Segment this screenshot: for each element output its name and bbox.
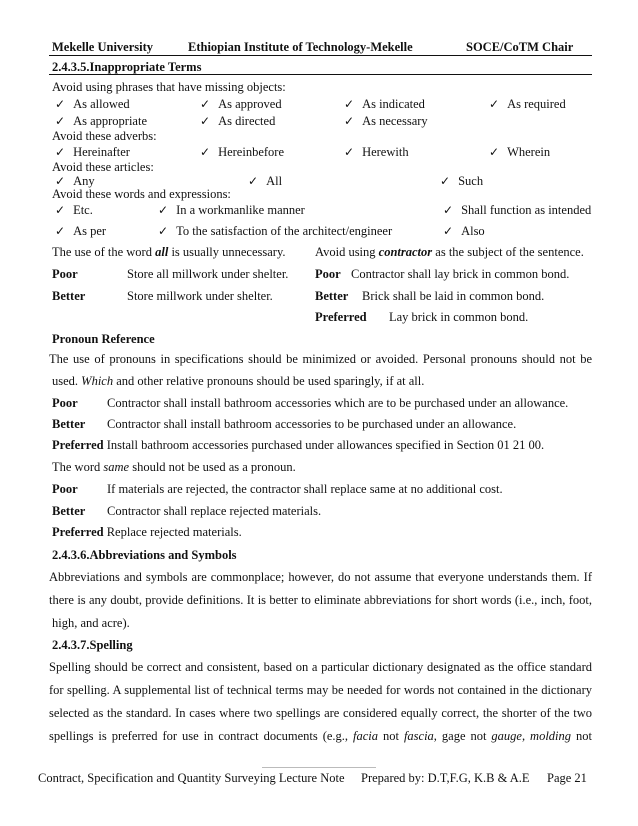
spelling-title: 2.4.3.7.Spelling <box>52 638 133 652</box>
abbreviations-line3: high, and acre). <box>52 616 130 630</box>
header-rule <box>49 55 592 56</box>
all-poor-label: Poor <box>52 267 78 281</box>
pronoun-para-line2: used. Which and other relative pronouns should be used sparingly, if at all. <box>52 374 425 388</box>
same-better-text: Contractor shall replace rejected materials. <box>107 504 322 518</box>
contractor-preferred-label: Preferred <box>315 310 367 324</box>
abbreviations-line2: there is any doubt, provide definitions. It is better to eliminate abbreviations for short words (i.e., inch, foot, <box>49 593 592 607</box>
spelling-line2: for spelling. A supplemental list of technical terms may be needed for words not contained in the dictionary <box>49 683 592 697</box>
term-as-indicated: ✓ As indicated <box>344 97 425 112</box>
all-word-note: The use of the word all is usually unnecessary. <box>52 245 286 259</box>
pronoun-better-label: Better <box>52 417 86 431</box>
footer-page-number: Page 21 <box>547 771 587 785</box>
term-as-directed: ✓ As directed <box>200 114 275 129</box>
all-better-label: Better <box>52 289 86 303</box>
spelling-line1: Spelling should be correct and consistent, based on a particular dictionary designated as the office standard <box>49 660 592 674</box>
pronoun-poor-label: Poor <box>52 396 78 410</box>
term-as-necessary: ✓ As necessary <box>344 114 428 129</box>
term-also: ✓ Also <box>443 224 485 239</box>
articles-intro: Avoid these articles: <box>52 160 154 174</box>
same-better-label: Better <box>52 504 86 518</box>
pronoun-better-text: Contractor shall install bathroom accessories to be purchased under an allowance. <box>107 417 517 431</box>
term-wherein: ✓ Wherein <box>489 145 550 160</box>
footer-ornament <box>262 767 376 768</box>
term-hereinbefore: ✓ Hereinbefore <box>200 145 284 160</box>
spelling-line3: selected as the standard. In cases where two spellings are considered equally correct, the shorter of the two <box>49 706 592 720</box>
term-any: ✓ Any <box>55 174 95 189</box>
term-workmanlike-manner: ✓ In a workmanlike manner <box>158 203 305 218</box>
spelling-line4: spellings is preferred for use in contract documents (e.g., facia not fascia, gage not gauge, molding not <box>49 729 592 743</box>
expressions-intro: Avoid these words and expressions: <box>52 187 231 201</box>
all-poor-text: Store all millwork under shelter. <box>127 267 289 281</box>
pronoun-poor-text: Contractor shall install bathroom accessories which are to be purchased under an allowance. <box>107 396 569 410</box>
same-preferred: Preferred Replace rejected materials. <box>52 525 242 539</box>
term-such: ✓ Such <box>440 174 483 189</box>
contractor-preferred-text: Lay brick in common bond. <box>389 310 529 324</box>
pronoun-preferred: Preferred Install bathroom accessories purchased under allowances specified in Section 01 21 00. <box>52 438 545 452</box>
term-as-appropriate: ✓ As appropriate <box>55 114 147 129</box>
adverbs-intro: Avoid these adverbs: <box>52 129 157 143</box>
term-hereinafter: ✓ Hereinafter <box>55 145 130 160</box>
all-better-text: Store millwork under shelter. <box>127 289 273 303</box>
term-etc: ✓ Etc. <box>55 203 93 218</box>
term-as-per: ✓ As per <box>55 224 106 239</box>
contractor-better-label: Better <box>315 289 349 303</box>
term-all: ✓ All <box>248 174 282 189</box>
footer-title: Contract, Specification and Quantity Surveying Lecture Note <box>38 771 345 785</box>
same-word-note: The word same should not be used as a pronoun. <box>52 460 296 474</box>
contractor-better-text: Brick shall be laid in common bond. <box>362 289 545 303</box>
term-shall-function: ✓ Shall function as intended <box>443 203 591 218</box>
pronoun-title: Pronoun Reference <box>52 332 155 346</box>
header-chair: SOCE/CoTM Chair <box>466 40 574 54</box>
contractor-poor-label: Poor <box>315 267 341 281</box>
header-institute: Ethiopian Institute of Technology-Mekelle <box>188 40 413 54</box>
same-poor-label: Poor <box>52 482 78 496</box>
term-herewith: ✓ Herewith <box>344 145 409 160</box>
term-as-approved: ✓ As approved <box>200 97 282 112</box>
section-rule <box>49 74 592 75</box>
footer-prepared-by: Prepared by: D.T,F.G, K.B & A.E <box>361 771 530 785</box>
same-poor-text: If materials are rejected, the contractor shall replace same at no additional cost. <box>107 482 503 496</box>
term-as-required: ✓ As required <box>489 97 566 112</box>
pronoun-para-line1: The use of pronouns in specifications should be minimized or avoided. Personal pronouns should not be <box>49 352 592 366</box>
missing-objects-intro: Avoid using phrases that have missing objects: <box>52 80 286 94</box>
header-university: Mekelle University <box>52 40 154 54</box>
contractor-note: Avoid using contractor as the subject of the sentence. <box>315 245 584 259</box>
contractor-poor-text: Contractor shall lay brick in common bond. <box>351 267 570 281</box>
abbreviations-title: 2.4.3.6.Abbreviations and Symbols <box>52 548 237 562</box>
section-title-inappropriate-terms: 2.4.3.5.Inappropriate Terms <box>52 60 202 74</box>
term-as-allowed: ✓ As allowed <box>55 97 130 112</box>
abbreviations-line1: Abbreviations and symbols are commonplace; however, do not assume that everyone understands them. If <box>49 570 592 584</box>
term-satisfaction: ✓ To the satisfaction of the architect/engineer <box>158 224 392 239</box>
